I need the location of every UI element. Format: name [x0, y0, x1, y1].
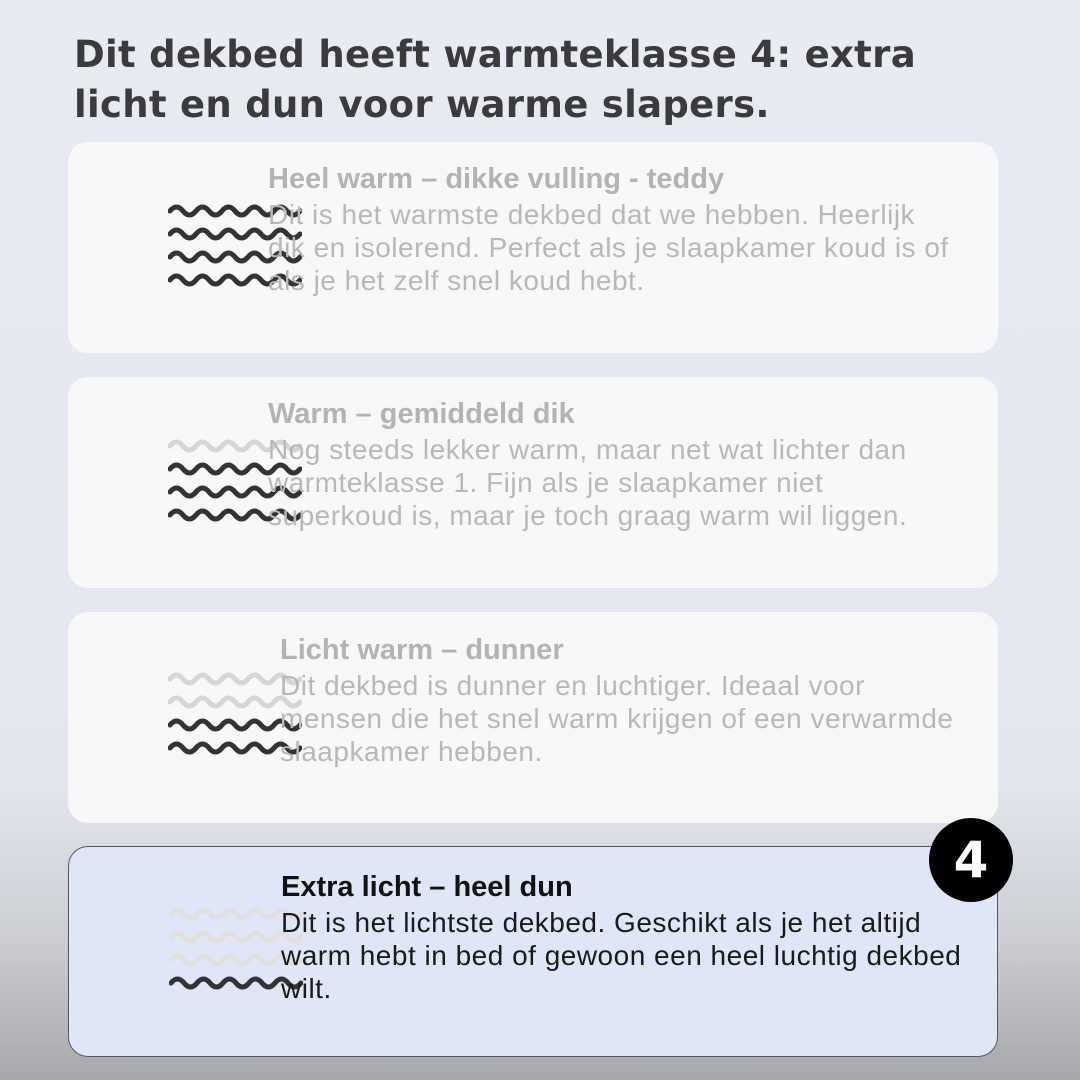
headline: Dit dekbed heeft warmteklasse 4: extra licht en dun voor warme slapers.: [74, 33, 916, 126]
warmth-card-3: [68, 612, 998, 823]
warmth-card-2: [68, 377, 998, 588]
card-title: Warm – gemiddeld dik: [268, 398, 575, 430]
card-title: Extra licht – heel dun: [281, 871, 573, 903]
warmth-class-badge: 4: [929, 818, 1013, 902]
card-title: Licht warm – dunner: [280, 634, 564, 666]
card-description: Nog steeds lekker warm, maar net wat lichter dan warmteklasse 1. Fijn als je slaapkamer niet superkoud is, maar je toch graag warm wil liggen.: [268, 434, 908, 531]
card-description: Dit is het lichtste dekbed. Geschikt als je het altijd warm hebt in bed of gewoon een heel luchtig dekbed wilt.: [281, 907, 962, 1004]
warmth-card-1: [68, 142, 998, 353]
card-title: Heel warm – dikke vulling - teddy: [268, 163, 725, 195]
card-description: Dit is het warmste dekbed dat we hebben. Heerlijk dik en isolerend. Perfect als je slaapkamer koud is of als je het zelf snel koud hebt.: [268, 199, 949, 296]
warmth-card-4-selected: [68, 846, 998, 1057]
card-description: Dit dekbed is dunner en luchtiger. Ideaal voor mensen die het snel warm krijgen of een verwarmde slaapkamer hebben.: [280, 670, 954, 767]
